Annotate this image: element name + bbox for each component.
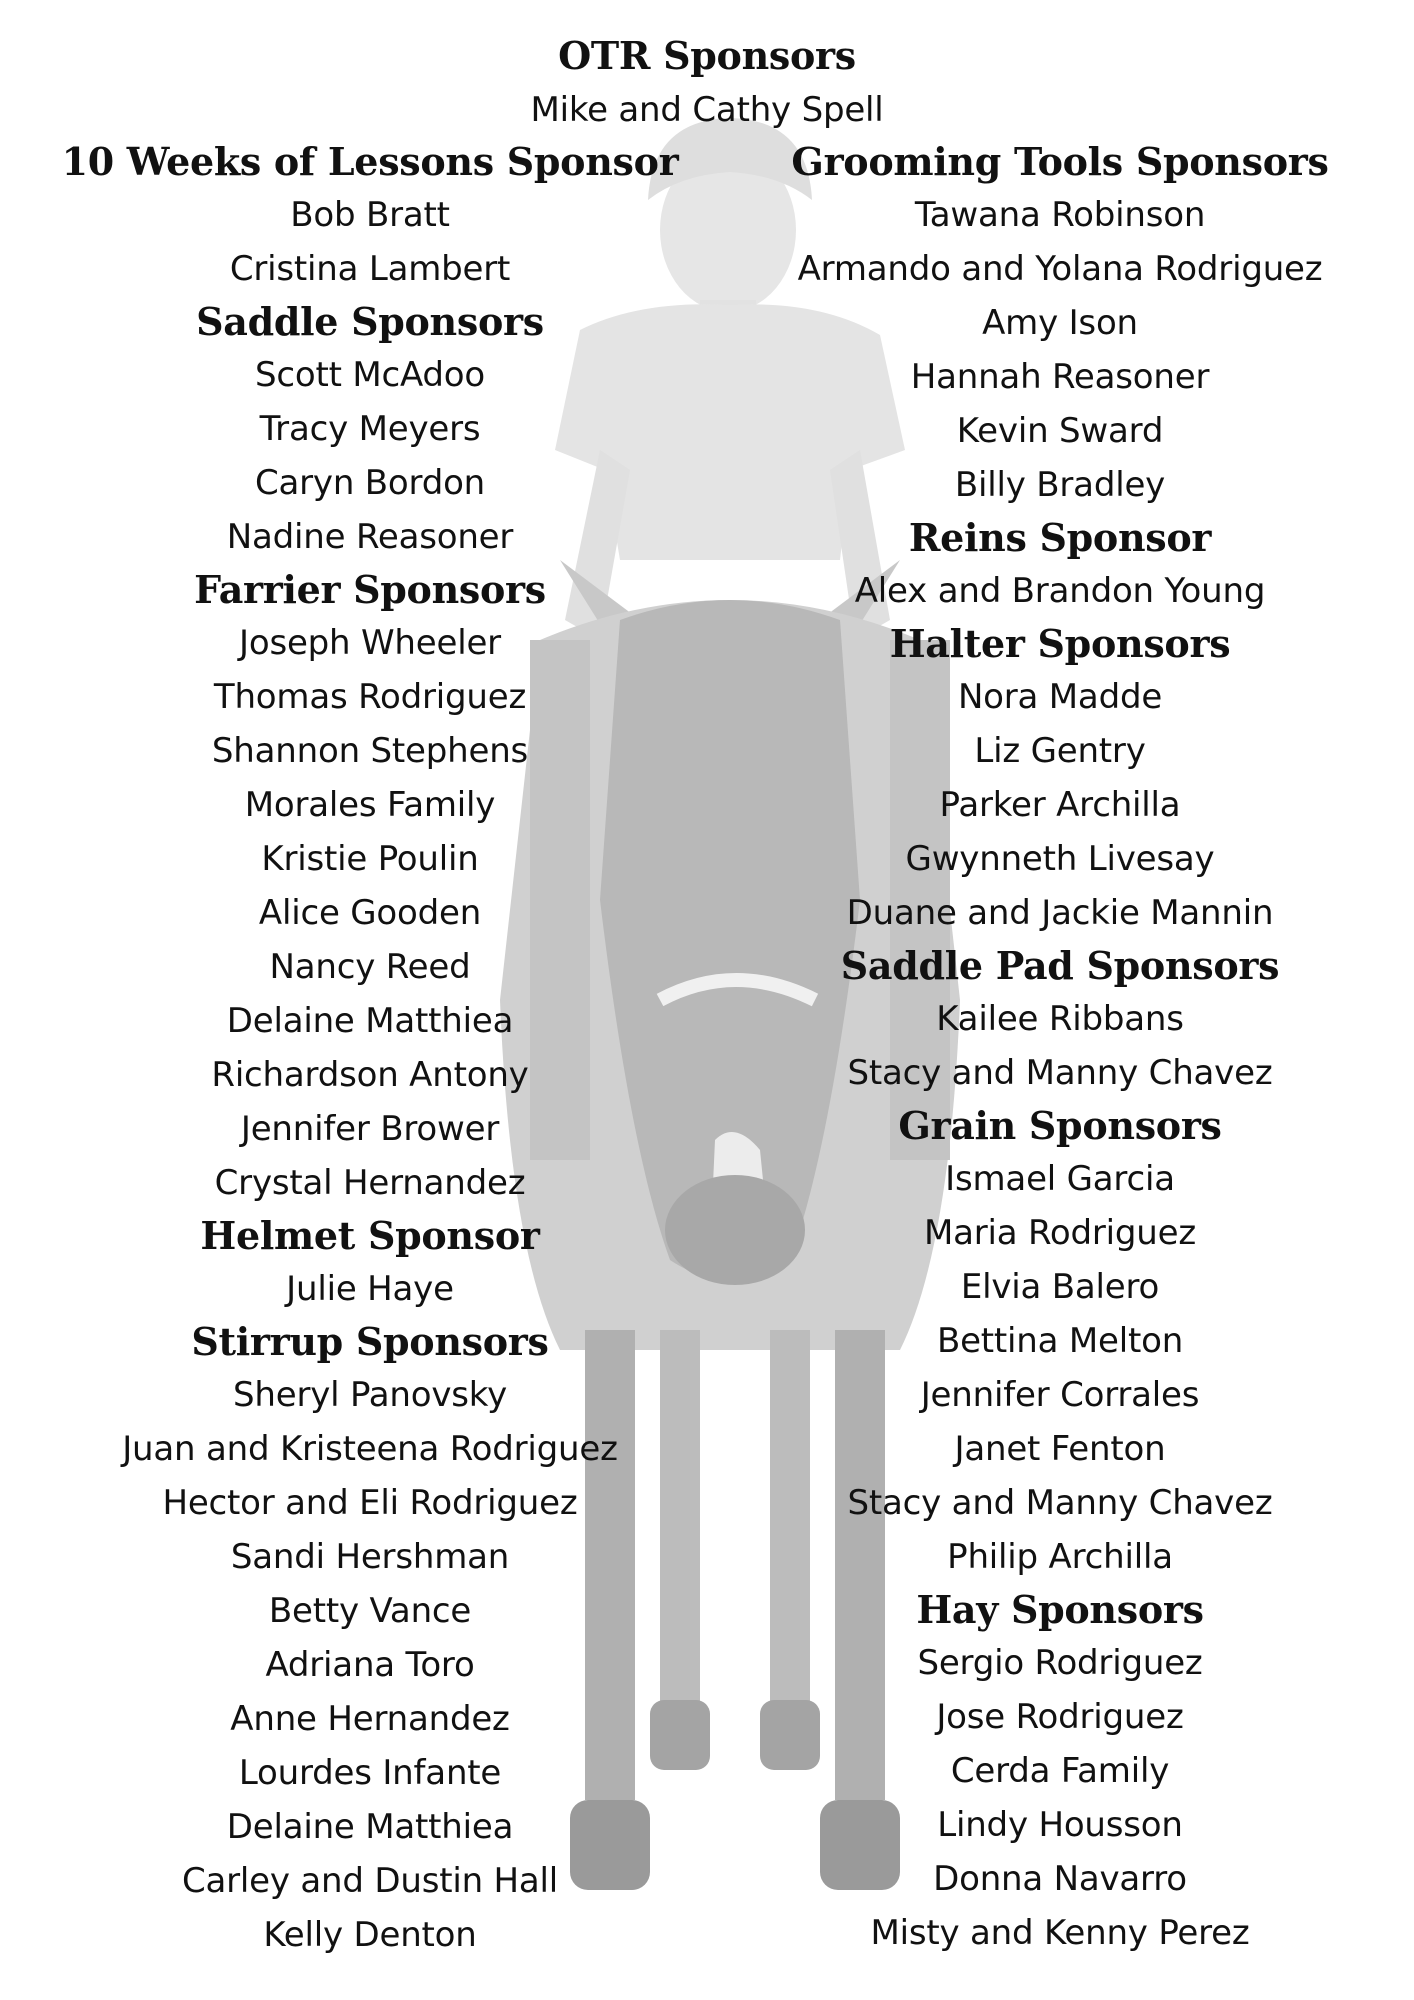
sponsor-name: Tawana Robinson [914, 195, 1206, 235]
sponsor-name: Delaine Matthiea [226, 1807, 514, 1847]
sponsor-name: Jose Rodriguez [936, 1697, 1184, 1737]
sponsor-name: Kevin Sward [956, 411, 1164, 451]
saddle-pad-sponsors-heading: Saddle Pad Sponsors [840, 943, 1280, 988]
halter-sponsors-heading: Halter Sponsors [889, 621, 1231, 666]
sponsor-name: Nora Madde [957, 677, 1163, 717]
sponsor-name: Nancy Reed [269, 947, 471, 987]
sponsor-name: Kelly Denton [263, 1915, 477, 1955]
farrier-sponsors-heading: Farrier Sponsors [194, 567, 546, 612]
sponsor-name: Jennifer Corrales [920, 1375, 1200, 1415]
sponsor-name: Delaine Matthiea [226, 1001, 514, 1041]
sponsor-name: Hector and Eli Rodriguez [162, 1483, 578, 1523]
sponsor-name: Adriana Toro [265, 1645, 475, 1685]
sponsor-name: Crystal Hernandez [214, 1163, 526, 1203]
sponsor-name: Nadine Reasoner [226, 517, 514, 557]
otr-sponsors-section [357, 28, 1057, 136]
sponsor-name: Hannah Reasoner [910, 357, 1210, 397]
sponsor-name: Anne Hernandez [230, 1699, 510, 1739]
sponsor-name: Stacy and Manny Chavez [847, 1483, 1273, 1523]
sponsor-name: Bettina Melton [936, 1321, 1184, 1361]
sponsor-name: Sergio Rodriguez [917, 1643, 1203, 1683]
right-sponsor-column [740, 136, 1380, 1960]
sponsor-name: Liz Gentry [974, 731, 1146, 771]
sponsor-name: Betty Vance [268, 1591, 472, 1631]
lessons-sponsor-heading: 10 Weeks of Lessons Sponsor [61, 139, 679, 184]
sponsor-name: Parker Archilla [939, 785, 1181, 825]
sponsor-name: Alice Gooden [258, 893, 482, 933]
sponsor-name: Bob Bratt [290, 195, 450, 235]
sponsor-name: Jennifer Brower [240, 1109, 500, 1149]
sponsor-name: Shannon Stephens [211, 731, 529, 771]
reins-sponsor-heading: Reins Sponsor [908, 515, 1212, 560]
sponsor-name: Stacy and Manny Chavez [847, 1053, 1273, 1093]
left-sponsor-column [50, 136, 690, 1962]
sponsor-name: Amy Ison [982, 303, 1138, 343]
stirrup-sponsors-heading: Stirrup Sponsors [191, 1319, 549, 1364]
sponsor-name: Armando and Yolana Rodriguez [797, 249, 1323, 289]
sponsor-name: Kailee Ribbans [936, 999, 1184, 1039]
sponsor-name: Julie Haye [286, 1269, 454, 1309]
grain-sponsors-heading: Grain Sponsors [898, 1103, 1222, 1148]
saddle-sponsors-heading: Saddle Sponsors [196, 299, 544, 344]
sponsor-name: Tracy Meyers [259, 409, 481, 449]
sponsor-name: Misty and Kenny Perez [870, 1913, 1250, 1953]
sponsor-name: Sandi Hershman [230, 1537, 510, 1577]
sponsor-name: Kristie Poulin [261, 839, 479, 879]
sponsor-name: Billy Bradley [954, 465, 1166, 505]
sponsor-name: Duane and Jackie Mannin [846, 893, 1274, 933]
grooming-tools-sponsors-heading: Grooming Tools Sponsors [791, 139, 1329, 184]
sponsor-name: Donna Navarro [933, 1859, 1187, 1899]
sponsor-name: Gwynneth Livesay [905, 839, 1215, 879]
sponsor-name: Lindy Housson [937, 1805, 1183, 1845]
sponsor-name: Alex and Brandon Young [854, 571, 1266, 611]
sponsor-name: Cristina Lambert [229, 249, 511, 289]
sponsor-name: Juan and Kristeena Rodriguez [122, 1429, 618, 1469]
sponsor-name: Janet Fenton [954, 1429, 1166, 1469]
sponsor-name: Caryn Bordon [254, 463, 486, 503]
sponsor-name: Scott McAdoo [254, 355, 486, 395]
sponsor-name: Ismael Garcia [945, 1159, 1175, 1199]
sponsor-name: Sheryl Panovsky [233, 1375, 507, 1415]
sponsor-name: Carley and Dustin Hall [181, 1861, 559, 1901]
otr-sponsors-heading: OTR Sponsors [558, 33, 856, 78]
sponsor-name: Richardson Antony [211, 1055, 529, 1095]
hay-sponsors-heading: Hay Sponsors [916, 1587, 1204, 1632]
sponsor-name: Maria Rodriguez [923, 1213, 1197, 1253]
sponsor-name: Philip Archilla [947, 1537, 1173, 1577]
sponsor-name: Cerda Family [950, 1751, 1170, 1791]
sponsor-name: Elvia Balero [960, 1267, 1160, 1307]
helmet-sponsor-heading: Helmet Sponsor [200, 1213, 540, 1258]
sponsor-name: Lourdes Infante [238, 1753, 502, 1793]
otr-sponsor-name: Mike and Cathy Spell [530, 90, 884, 130]
sponsor-name: Morales Family [244, 785, 496, 825]
sponsor-name: Joseph Wheeler [239, 623, 501, 663]
sponsor-name: Thomas Rodriguez [213, 677, 527, 717]
